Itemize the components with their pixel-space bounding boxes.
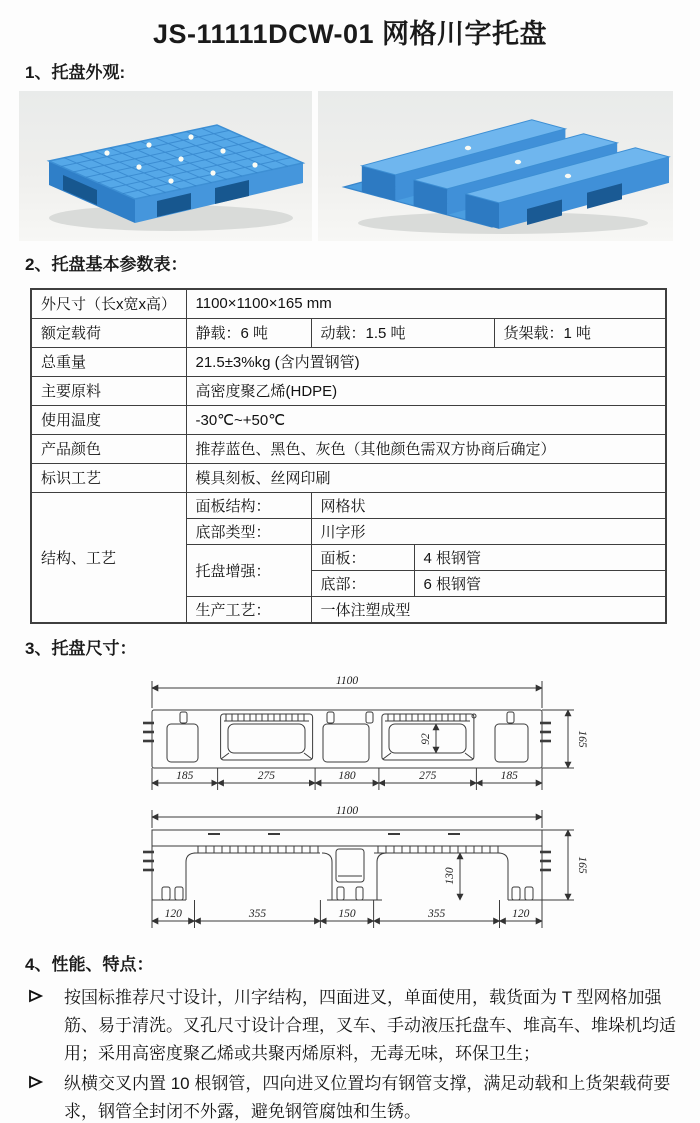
table-row	[31, 463, 666, 492]
material-value: 高密度聚乙烯(HDPE)	[186, 376, 666, 405]
dim-overall-height: 165	[576, 856, 588, 874]
table-row	[31, 318, 666, 347]
table-row	[31, 434, 666, 463]
dim-segment: 185	[500, 770, 518, 782]
dim-fork-height: 92	[420, 733, 432, 745]
section-2-heading: 2、托盘基本参数表：	[25, 255, 188, 274]
bullet-arrow-icon	[28, 984, 64, 1068]
section-4-heading: 4、性能、特点：	[25, 955, 154, 974]
section-1-heading: 1、托盘外观:	[25, 63, 126, 82]
dim-segment: 355	[248, 908, 267, 920]
pallet-bottom-view-photo	[318, 91, 673, 241]
dim-segment: 185	[176, 770, 194, 782]
dim-segment: 275	[257, 770, 276, 782]
dimension-drawing-front	[108, 666, 588, 800]
features-list	[28, 984, 678, 1123]
rated-load-rack: 货架载：1 吨	[494, 318, 666, 347]
table-row	[31, 376, 666, 405]
outer-dim-value: 1100×1100×165 mm	[186, 289, 666, 318]
process-label: 生产工艺：	[186, 596, 311, 623]
dim-segment: 180	[338, 770, 356, 782]
panel-structure-value: 网格状	[311, 492, 666, 518]
reinforce-panel-value: 4 根钢管	[414, 544, 666, 570]
bullet-arrow-icon	[28, 1070, 64, 1123]
panel-structure-label: 面板结构：	[186, 492, 311, 518]
marking-label: 标识工艺	[31, 463, 186, 492]
section-3-heading: 3、托盘尺寸：	[25, 639, 137, 658]
dim-segment: 120	[164, 908, 182, 920]
reinforce-bottom-value: 6 根钢管	[414, 570, 666, 596]
color-value: 推荐蓝色、黑色、灰色（其他颜色需双方协商后确定）	[186, 434, 666, 463]
bottom-type-label: 底部类型：	[186, 518, 311, 544]
list-item	[28, 984, 678, 1068]
spec-table	[30, 288, 667, 624]
list-item	[28, 1070, 678, 1123]
outer-dim-label: 外尺寸（长x宽x高）	[31, 289, 186, 318]
dim-segment: 120	[512, 908, 530, 920]
feature-text: 按国标推荐尺寸设计，川字结构，四面进叉，单面使用，载货面为 T 型网格加强筋、易于清洗。叉孔尺寸设计合理，叉车、手动液压托盘车、堆高车、堆垛机均适用；采用高密度聚乙烯或共聚丙烯原料，无毒无味，环保卫生；	[64, 988, 676, 1063]
reinforce-bottom-label: 底部：	[311, 570, 414, 596]
structure-label: 结构、工艺	[31, 492, 186, 623]
dimension-drawing-side	[108, 804, 588, 946]
weight-label: 总重量	[31, 347, 186, 376]
table-row	[31, 492, 666, 518]
marking-value: 模具刻板、丝网印刷	[186, 463, 666, 492]
bottom-type-value: 川字形	[311, 518, 666, 544]
rated-load-label: 额定载荷	[31, 318, 186, 347]
pallet-top-view-photo	[19, 91, 312, 241]
dim-overall-width: 1100	[335, 675, 359, 687]
dim-segment: 355	[427, 908, 446, 920]
dim-fork-height: 130	[444, 867, 456, 885]
weight-value: 21.5±3%kg (含内置钢管)	[186, 347, 666, 376]
temperature-value: -30℃~+50℃	[186, 405, 666, 434]
dim-overall-height: 165	[576, 730, 588, 748]
feature-text: 纵横交叉内置 10 根钢管，四向进叉位置均有钢管支撑，满足动载和上货架载荷要求，钢管全封闭不外露，避免钢管腐蚀和生锈。	[64, 1074, 671, 1121]
dim-overall-width: 1100	[335, 805, 359, 817]
table-row	[31, 347, 666, 376]
product-photos	[19, 91, 673, 241]
reinforce-label: 托盘增强：	[186, 544, 311, 596]
dim-segment: 275	[419, 770, 437, 782]
process-value: 一体注塑成型	[311, 596, 666, 623]
rated-load-dynamic: 动载：1.5 吨	[311, 318, 494, 347]
color-label: 产品颜色	[31, 434, 186, 463]
dim-segment: 150	[338, 908, 356, 920]
table-row	[31, 289, 666, 318]
temperature-label: 使用温度	[31, 405, 186, 434]
table-row	[31, 405, 666, 434]
rated-load-static: 静载：6 吨	[186, 318, 311, 347]
reinforce-panel-label: 面板：	[311, 544, 414, 570]
material-label: 主要原料	[31, 376, 186, 405]
page-title: JS-11111DCW-01 网格川字托盘	[152, 19, 548, 49]
